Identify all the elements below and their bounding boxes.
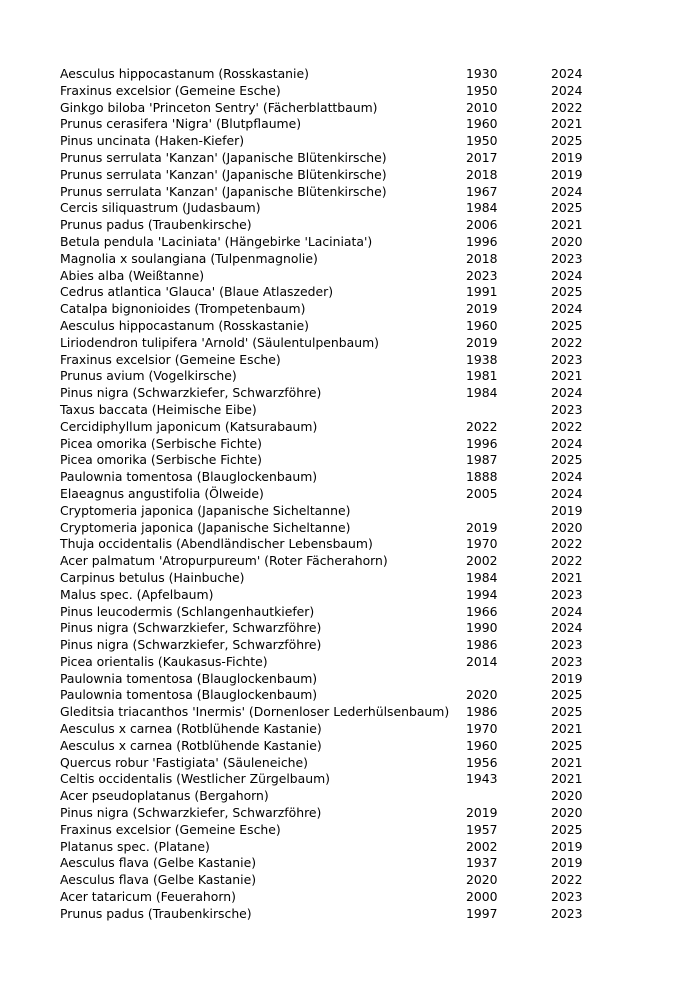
table-row [60,721,600,738]
table-row [60,83,600,100]
table-row [60,469,600,486]
planting-year-cell: 2019 [466,805,498,821]
planting-year-cell: 2019 [466,301,498,317]
planting-year-cell: 1956 [466,754,498,770]
tree-name-cell: Aesculus hippocastanum (Rosskastanie) [60,317,309,333]
table-row [60,284,600,301]
table-row [60,368,600,385]
table-row [60,788,600,805]
record-year-cell: 2025 [551,317,583,333]
tree-name-cell: Fraxinus excelsior (Gemeine Esche) [60,82,281,98]
planting-year-cell: 1986 [466,704,498,720]
table-row [60,66,600,83]
tree-name-cell: Cercis siliquastrum (Judasbaum) [60,200,261,216]
planting-year-cell: 1970 [466,536,498,552]
tree-name-cell: Cercidiphyllum japonicum (Katsurabaum) [60,418,318,434]
table-row [60,805,600,822]
planting-year-cell: 1960 [466,737,498,753]
planting-year-cell: 1984 [466,385,498,401]
record-year-cell: 2022 [551,872,583,888]
tree-name-cell: Celtis occidentalis (Westlicher Zürgelbaum) [60,771,330,787]
table-row [60,116,600,133]
planting-year-cell: 2018 [466,250,498,266]
planting-year-cell: 1930 [466,66,498,81]
table-row [60,671,600,688]
record-year-cell: 2019 [551,149,583,165]
record-year-cell: 2025 [551,133,583,149]
tree-name-cell: Fraxinus excelsior (Gemeine Esche) [60,351,281,367]
table-row [60,839,600,856]
tree-name-cell: Picea orientalis (Kaukasus-Fichte) [60,653,268,669]
table-row [60,419,600,436]
record-year-cell: 2023 [551,250,583,266]
record-year-cell: 2021 [551,569,583,585]
tree-name-cell: Taxus baccata (Heimische Eibe) [60,401,257,417]
tree-name-cell: Aesculus flava (Gelbe Kastanie) [60,855,257,871]
table-row [60,251,600,268]
record-year-cell: 2024 [551,82,583,98]
table-row [60,654,600,671]
record-year-cell: 2022 [551,99,583,115]
tree-name-cell: Cedrus atlantica 'Glauca' (Blaue Atlaszeder) [60,284,334,300]
tree-name-cell: Abies alba (Weißtanne) [60,267,205,283]
planting-year-cell: 1950 [466,133,498,149]
planting-year-cell: 1991 [466,284,498,300]
table-row [60,150,600,167]
tree-name-cell: Paulownia tomentosa (Blauglockenbaum) [60,687,318,703]
table-row [60,217,600,234]
record-year-cell: 2025 [551,452,583,468]
record-year-cell: 2024 [551,469,583,485]
table-row [60,637,600,654]
table-row [60,452,600,469]
tree-name-cell: Aesculus flava (Gelbe Kastanie) [60,872,257,888]
record-year-cell: 2024 [551,66,583,81]
record-year-cell: 2023 [551,889,583,905]
planting-year-cell: 2017 [466,149,498,165]
planting-year-cell: 1888 [466,469,498,485]
planting-year-cell: 1997 [466,905,498,921]
tree-name-cell: Pinus nigra (Schwarzkiefer, Schwarzföhre) [60,805,322,821]
record-year-cell: 2024 [551,435,583,451]
planting-year-cell: 2018 [466,166,498,182]
planting-year-cell: 1986 [466,637,498,653]
table-row [60,872,600,889]
table-row [60,855,600,872]
tree-name-cell: Prunus serrulata 'Kanzan' (Japanische Blütenkirsche) [60,183,387,199]
planting-year-cell: 2019 [466,334,498,350]
planting-year-cell: 2000 [466,889,498,905]
planting-year-cell: 1950 [466,82,498,98]
table-row [60,687,600,704]
table-row [60,436,600,453]
planting-year-cell: 1994 [466,586,498,602]
record-year-cell: 2023 [551,401,583,417]
tree-name-cell: Acer tataricum (Feuerahorn) [60,889,236,905]
table-row [60,822,600,839]
planting-year-cell: 1987 [466,452,498,468]
planting-year-cell: 1981 [466,368,498,384]
planting-year-cell: 1984 [466,569,498,585]
record-year-cell: 2019 [551,502,583,518]
record-year-cell: 2019 [551,855,583,871]
table-row [60,318,600,335]
record-year-cell: 2025 [551,737,583,753]
tree-name-cell: Picea omorika (Serbische Fichte) [60,435,262,451]
record-year-cell: 2021 [551,368,583,384]
table-row [60,133,600,150]
tree-name-cell: Magnolia x soulangiana (Tulpenmagnolie) [60,250,318,266]
tree-name-cell: Aesculus x carnea (Rotblühende Kastanie) [60,737,322,753]
tree-name-cell: Cryptomeria japonica (Japanische Sicheltanne) [60,519,351,535]
planting-year-cell: 1966 [466,603,498,619]
table-row [60,704,600,721]
table-row [60,486,600,503]
table-row [60,385,600,402]
planting-year-cell: 1990 [466,620,498,636]
table-row [60,200,600,217]
tree-name-cell: Aesculus hippocastanum (Rosskastanie) [60,66,309,81]
tree-name-cell: Prunus padus (Traubenkirsche) [60,217,252,233]
table-row [60,335,600,352]
planting-year-cell: 2023 [466,267,498,283]
record-year-cell: 2024 [551,385,583,401]
record-year-cell: 2024 [551,267,583,283]
tree-name-cell: Fraxinus excelsior (Gemeine Esche) [60,821,281,837]
table-row [60,100,600,117]
planting-year-cell: 1960 [466,317,498,333]
record-year-cell: 2023 [551,637,583,653]
table-row [60,604,600,621]
table-row [60,587,600,604]
tree-name-cell: Aesculus x carnea (Rotblühende Kastanie) [60,721,322,737]
record-year-cell: 2022 [551,553,583,569]
record-year-cell: 2021 [551,721,583,737]
planting-year-cell: 1967 [466,183,498,199]
record-year-cell: 2023 [551,351,583,367]
record-year-cell: 2021 [551,217,583,233]
tree-name-cell: Catalpa bignonioides (Trompetenbaum) [60,301,306,317]
table-row [60,167,600,184]
record-year-cell: 2023 [551,905,583,921]
tree-name-cell: Pinus nigra (Schwarzkiefer, Schwarzföhre) [60,637,322,653]
record-year-cell: 2019 [551,166,583,182]
tree-name-cell: Betula pendula 'Laciniata' (Hängebirke 'Laciniata') [60,233,373,249]
tree-name-cell: Malus spec. (Apfelbaum) [60,586,214,602]
record-year-cell: 2022 [551,418,583,434]
planting-year-cell: 1996 [466,233,498,249]
planting-year-cell: 2002 [466,553,498,569]
record-year-cell: 2024 [551,620,583,636]
planting-year-cell: 2006 [466,217,498,233]
record-year-cell: 2020 [551,805,583,821]
planting-year-cell: 2020 [466,872,498,888]
table-row [60,536,600,553]
planting-year-cell: 1970 [466,721,498,737]
tree-name-cell: Pinus uncinata (Haken-Kiefer) [60,133,245,149]
record-year-cell: 2021 [551,771,583,787]
tree-name-cell: Pinus leucodermis (Schlangenhautkiefer) [60,603,315,619]
table-row [60,738,600,755]
planting-year-cell: 2010 [466,99,498,115]
tree-name-cell: Prunus cerasifera 'Nigra' (Blutpflaume) [60,116,302,132]
tree-name-cell: Paulownia tomentosa (Blauglockenbaum) [60,469,318,485]
table-row [60,520,600,537]
table-row [60,771,600,788]
record-year-cell: 2025 [551,284,583,300]
tree-name-cell: Prunus serrulata 'Kanzan' (Japanische Blütenkirsche) [60,166,387,182]
record-year-cell: 2022 [551,334,583,350]
table-row [60,570,600,587]
planting-year-cell: 2019 [466,519,498,535]
record-year-cell: 2024 [551,603,583,619]
planting-year-cell: 1960 [466,116,498,132]
record-year-cell: 2024 [551,485,583,501]
tree-name-cell: Gleditsia triacanthos 'Inermis' (Dornenloser Lederhülsenbaum) [60,704,450,720]
record-year-cell: 2020 [551,519,583,535]
planting-year-cell: 1937 [466,855,498,871]
record-year-cell: 2019 [551,838,583,854]
tree-name-cell: Carpinus betulus (Hainbuche) [60,569,245,585]
record-year-cell: 2020 [551,233,583,249]
tree-name-cell: Cryptomeria japonica (Japanische Sicheltanne) [60,502,351,518]
planting-year-cell: 2020 [466,687,498,703]
tree-name-cell: Pinus nigra (Schwarzkiefer, Schwarzföhre) [60,620,322,636]
tree-name-cell: Elaeagnus angustifolia (Ölweide) [60,485,264,501]
planting-year-cell: 2022 [466,418,498,434]
tree-name-cell: Prunus padus (Traubenkirsche) [60,905,252,921]
table-row [60,402,600,419]
record-year-cell: 2025 [551,704,583,720]
table-row [60,234,600,251]
tree-name-cell: Platanus spec. (Platane) [60,838,210,854]
record-year-cell: 2020 [551,788,583,804]
record-year-cell: 2025 [551,687,583,703]
tree-name-cell: Paulownia tomentosa (Blauglockenbaum) [60,670,318,686]
tree-name-cell: Acer palmatum 'Atropurpureum' (Roter Fächerahorn) [60,553,388,569]
tree-name-cell: Pinus nigra (Schwarzkiefer, Schwarzföhre) [60,385,322,401]
table-row [60,755,600,772]
table-row [60,268,600,285]
record-year-cell: 2024 [551,301,583,317]
planting-year-cell: 2005 [466,485,498,501]
table-row [60,352,600,369]
table-row [60,620,600,637]
record-year-cell: 2023 [551,586,583,602]
tree-name-cell: Quercus robur 'Fastigiata' (Säuleneiche) [60,754,308,770]
record-year-cell: 2022 [551,536,583,552]
tree-name-cell: Thuja occidentalis (Abendländischer Lebensbaum) [60,536,373,552]
table-row [60,184,600,201]
tree-name-cell: Liriodendron tulipifera 'Arnold' (Säulentulpenbaum) [60,334,379,350]
tree-name-cell: Prunus serrulata 'Kanzan' (Japanische Blütenkirsche) [60,149,387,165]
planting-year-cell: 2002 [466,838,498,854]
tree-name-cell: Picea omorika (Serbische Fichte) [60,452,262,468]
record-year-cell: 2019 [551,670,583,686]
planting-year-cell: 1957 [466,821,498,837]
planting-year-cell: 1996 [466,435,498,451]
record-year-cell: 2021 [551,116,583,132]
record-year-cell: 2023 [551,653,583,669]
tree-name-cell: Acer pseudoplatanus (Bergahorn) [60,788,269,804]
table-row [60,301,600,318]
planting-year-cell: 1984 [466,200,498,216]
tree-name-cell: Prunus avium (Vogelkirsche) [60,368,237,384]
planting-year-cell: 2014 [466,653,498,669]
record-year-cell: 2021 [551,754,583,770]
table-row [60,906,600,923]
table-row [60,889,600,906]
planting-year-cell: 1938 [466,351,498,367]
record-year-cell: 2025 [551,821,583,837]
table-row [60,503,600,520]
record-year-cell: 2025 [551,200,583,216]
tree-name-cell: Ginkgo biloba 'Princeton Sentry' (Fächerblattbaum) [60,99,378,115]
table-row [60,553,600,570]
planting-year-cell: 1943 [466,771,498,787]
record-year-cell: 2024 [551,183,583,199]
tree-list-table [60,66,600,923]
